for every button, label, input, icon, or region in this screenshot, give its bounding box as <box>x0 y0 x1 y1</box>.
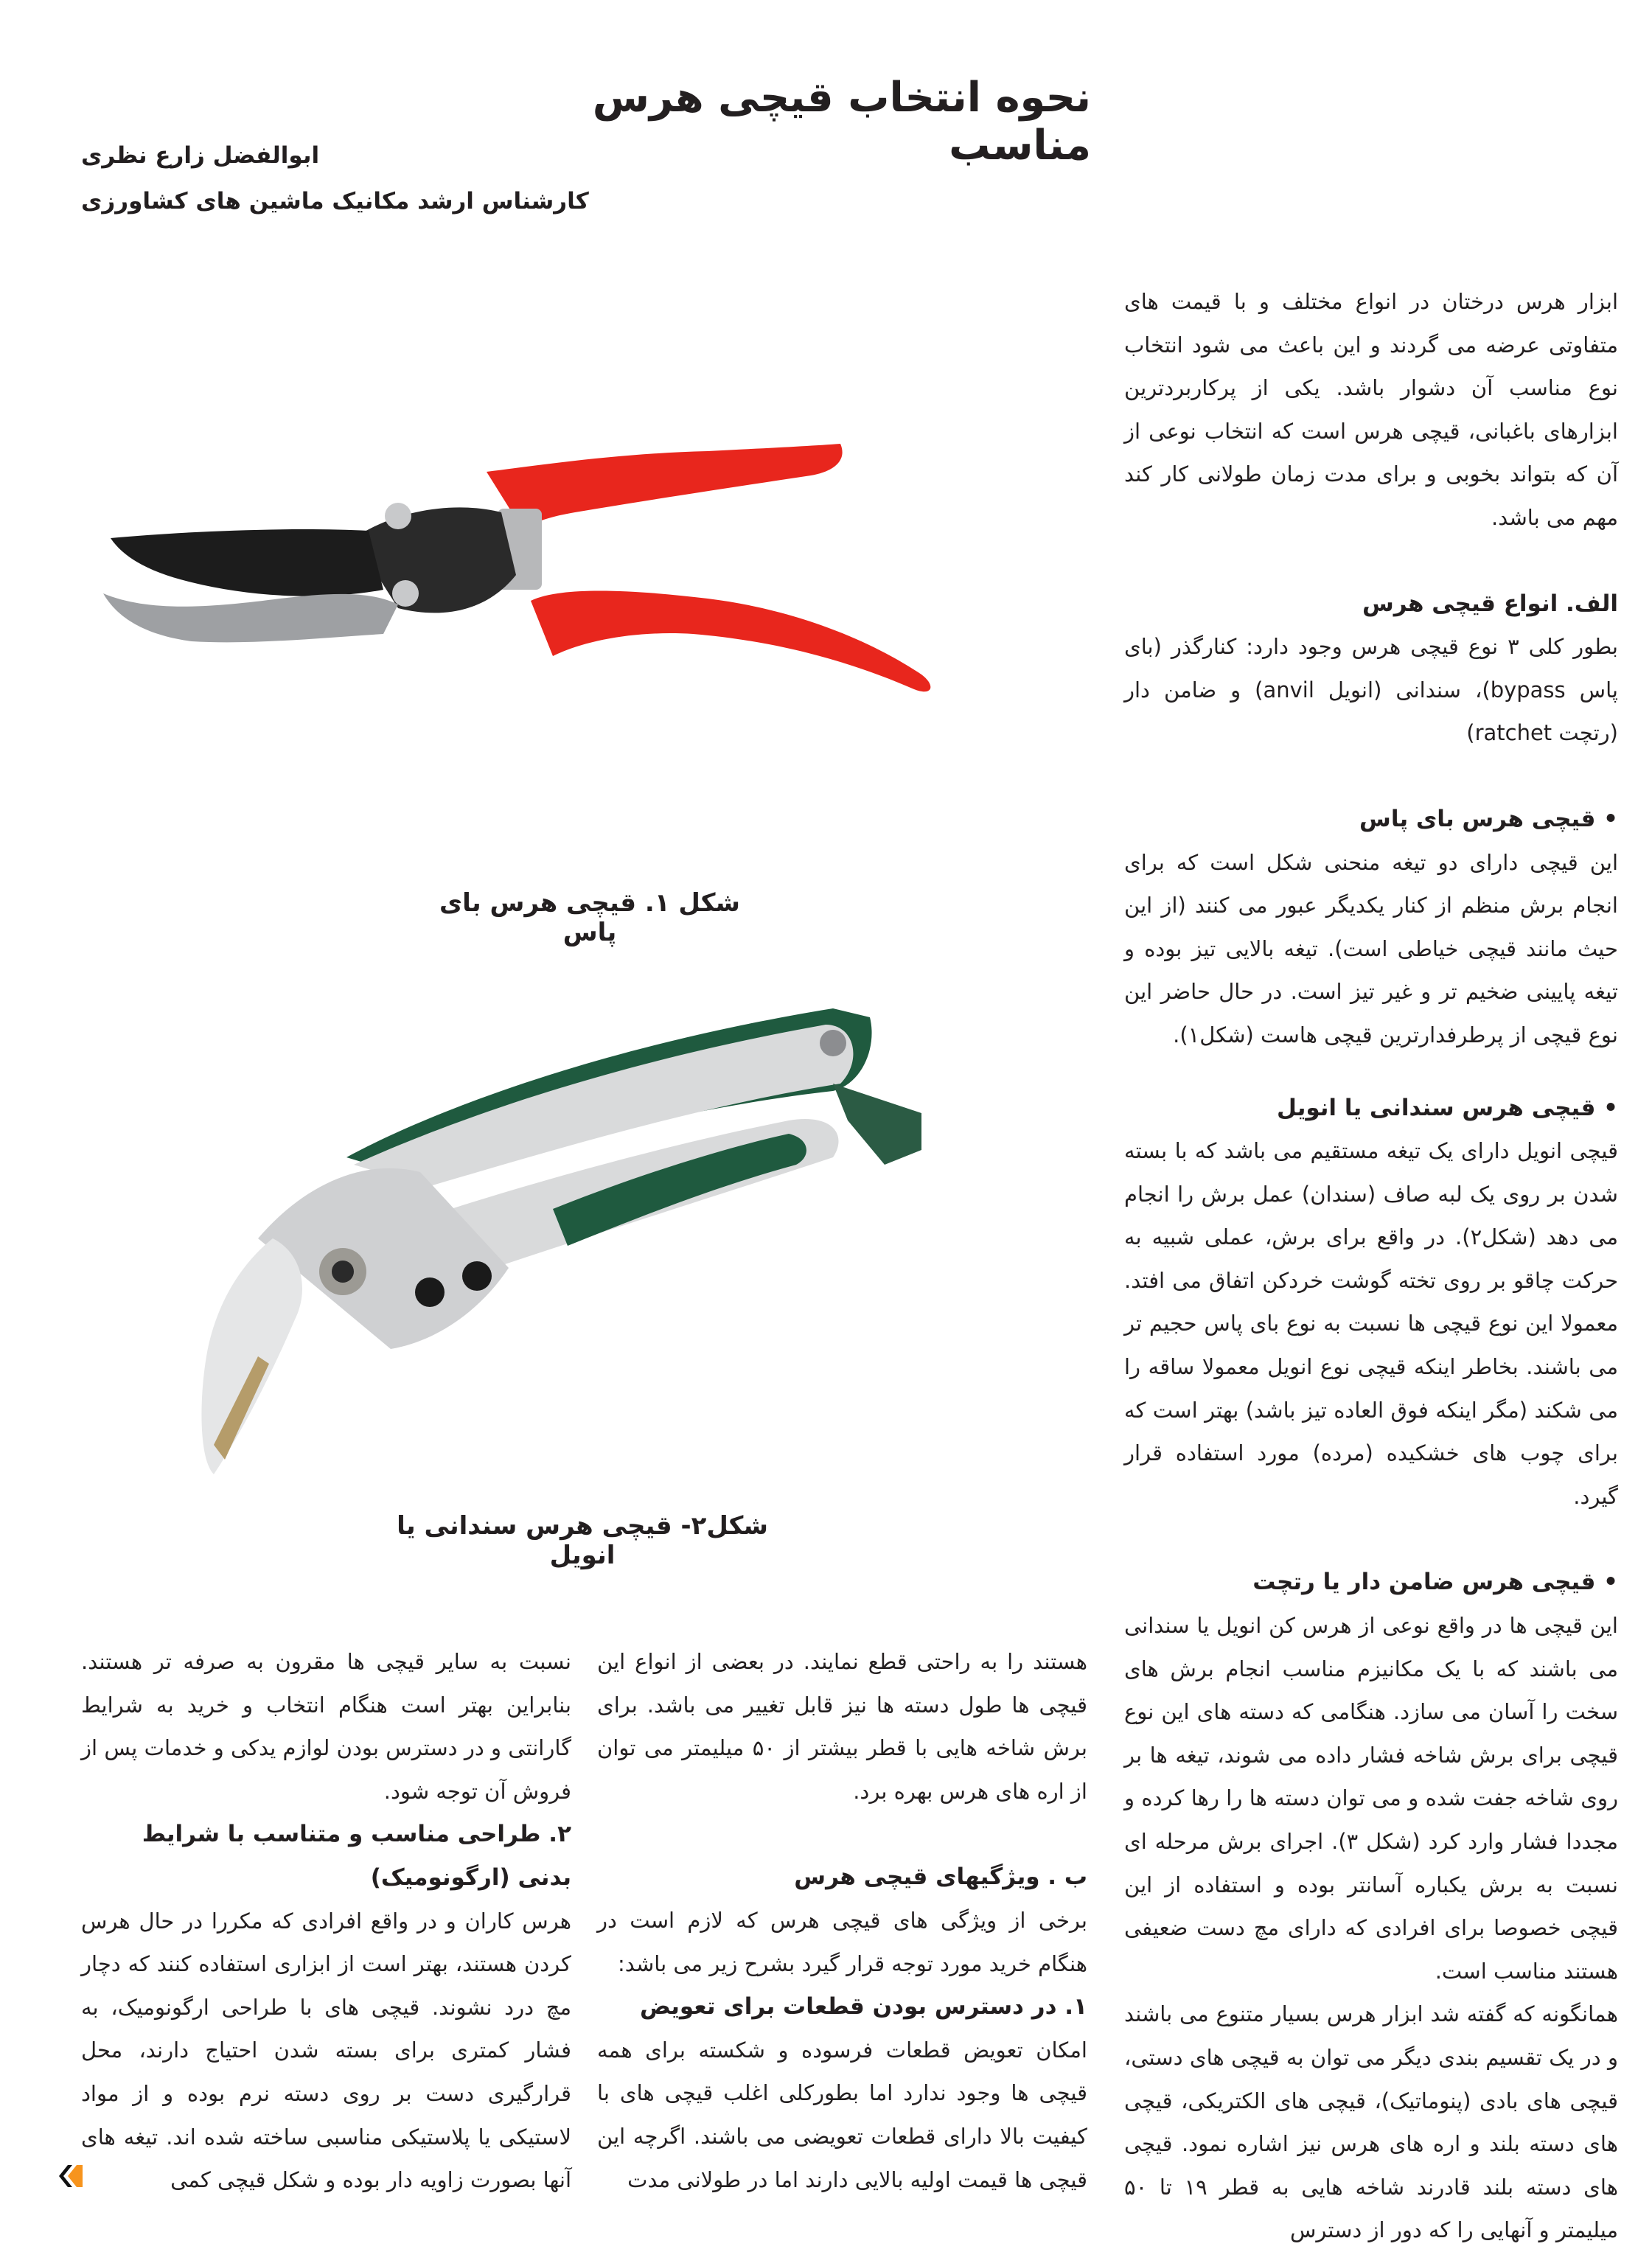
item-1-heading: ۱. در دسترس بودن قطعات برای تعویض <box>639 1993 1087 2021</box>
anvil-shears-illustration <box>184 1003 1017 1489</box>
continue-page-button[interactable] <box>57 2164 87 2189</box>
figure-2-caption: شکل۲- قیچی هرس سندانی یا انویل <box>397 1511 768 1570</box>
column-middle <box>597 1640 1087 2201</box>
section-a-heading: الف. انواع قیچی هرس <box>1362 590 1618 617</box>
column-left <box>81 1640 571 2202</box>
author-title: کارشناس ارشد مکانیک ماشین های کشاورزی <box>81 188 589 215</box>
other-types-paragraph: همانگونه که گفته شد ابزار هرس بسیار متنوع می باشند و در یک تقسیم بندی دیگر می توان به قیچی های دستی، قیچی های بادی (پنوماتیک)، قیچی های الکتریکی، قیچی های دسته بلند و اره های هرس نیز اشاره نمود. قیچی های دسته بلند قادرند شاخه هایی به قطر ۱۹ تا ۵۰ میلیمتر و آنهایی را که دور از دسترس <box>1124 2001 1618 2243</box>
bypass-shears-illustration <box>103 442 1076 708</box>
section-b-heading: ب . ویژگیهای قیچی هرس <box>794 1864 1087 1891</box>
figure-2-anvil-shears-image <box>184 1003 1017 1489</box>
bypass-paragraph: این قیچی دارای دو تیغه منحنی شکل است که برای انجام برش منظم از کنار یکدیگر عبور می کنند (از این حیث مانند قیچی خیاطی است). تیغه بالایی تیز بوده و تیغه پایینی ضخیم تر و غیر تیز است. در حال حاضر این نوع قیچی از پرطرفدارترین قیچی هاست (شکل۱). <box>1124 849 1618 1047</box>
item-2-heading: ۲. طراحی مناسب و متناسب با شرایط بدنی (ارگونومیک) <box>142 1821 571 1891</box>
author-name: ابوالفضل زارع نظری <box>81 142 320 169</box>
double-chevron-left-icon <box>57 2164 87 2189</box>
figure-1-caption: شکل ۱. قیچی هرس بای پاس <box>439 888 740 947</box>
anvil-paragraph: قیچی انویل دارای یک تیغه مستقیم می باشد که با بسته شدن بر روی یک لبه صاف (سندان) عمل برش را انجام می دهد (شکل۲). در واقع برای برش، عملی شبیه به حرکت چاقو بر روی تخته گوشت خردکن اتفاق می افتد. معمولا این نوع قیچی ها نسبت به نوع بای پاس حجیم تر می باشند. بخاطر اینکه قیچی نوع انویل معمولا ساقه را می شکند (مگر اینکه فوق العاده تیز باشد) بهتر است که برای چوب های خشکیده (مرده) مورد استفاده قرار گیرد. <box>1124 1138 1618 1509</box>
bypass-heading: • قیچی هرس بای پاس <box>1359 805 1618 832</box>
author-block <box>81 133 597 224</box>
warranty-paragraph: نسبت به سایر قیچی ها مقرون به صرفه تر هستند. بنابراین بهتر است هنگام انتخاب و خرید به شرایط گارانتی و در دسترس بودن لوازم یدکی و خدمات پس از فروش آن توجه شود. <box>81 1649 571 1804</box>
long-handle-paragraph: هستند را به راحتی قطع نمایند. در بعضی از انواع این قیچی ها طول دسته ها نیز قابل تغییر می باشد. برای برش شاخه هایی با قطر بیشتر از ۵۰ میلیمتر می توان از اره های هرس بهره برد. <box>597 1649 1087 1804</box>
section-b-intro: برخی از ویژگی های قیچی هرس که لازم است در هنگام خرید مورد توجه قرار گیرد بشرح زیر می باشد: <box>597 1907 1087 1976</box>
figure-1-bypass-shears-image <box>103 442 1076 708</box>
item-2-paragraph: هرس کاران و در واقع افرادی که مکررا در حال هرس کردن هستند، بهتر است از ابزاری استفاده کنند که دچار مچ درد نشوند. قیچی های با طراحی ارگونومیک، به فشار کمتری برای بسته شدن احتیاج دارند، محل قرارگیری دست بر روی دسته نرم بوده و از مواد لاستیکی یا پلاستیکی مناسبی ساخته شده اند. تیغه های آنها بصورت زاویه دار بوده و شکل قیچی کمی <box>81 1908 571 2193</box>
section-a-paragraph: بطور کلی ۳ نوع قیچی هرس وجود دارد: کنارگذر (بای پاس bypass)، سندانی (انویل anvil) و ضامن دار (رتچت ratchet) <box>1124 634 1618 746</box>
item-1-paragraph: امکان تعویض قطعات فرسوده و شکسته برای همه قیچی ها وجود ندارد اما بطورکلی اغلب قیچی های با کیفیت بالا دارای قطعات تعویضی می باشند. اگرچه این قیچی ها قیمت اولیه بالایی دارند اما در طولانی مدت <box>597 2037 1087 2192</box>
anvil-heading: • قیچی هرس سندانی یا انویل <box>1277 1094 1618 1121</box>
intro-paragraph: ابزار هرس درختان در انواع مختلف و با قیمت های متفاوتی عرضه می گردند و این باعث می شود انتخاب نوع مناسب آن دشوار باشد. یکی از پرکاربردترین ابزارهای باغبانی، قیچی هرس است که انتخاب نوعی از آن که بتواند بخوبی و برای مدت زمان طولانی کار کند مهم می باشد. <box>1124 289 1618 530</box>
column-right <box>1124 280 1618 2252</box>
ratchet-heading: • قیچی هرس ضامن دار یا رتچت <box>1252 1569 1618 1596</box>
article-title: نحوه انتخاب قیچی هرس مناسب <box>592 74 1091 170</box>
ratchet-paragraph: این قیچی ها در واقع نوعی از هرس کن انویل یا سندانی می باشند که با یک مکانیزم مناسب انجام برش های سخت را آسان می سازد. هنگامی که دسته های این نوع قیچی برای برش شاخه فشار داده می شوند، تیغه ها بر روی شاخه جفت شده و می توان دسته ها را رها کرده و مجددا فشار وارد کرد (شکل ۳). اجرای برش مرحله ای نسبت به برش یکباره آسانتر بوده و استفاده از این قیچی خصوصا برای افرادی که دارای مچ دست ضعیفی هستند مناسب است. <box>1124 1613 1619 1984</box>
